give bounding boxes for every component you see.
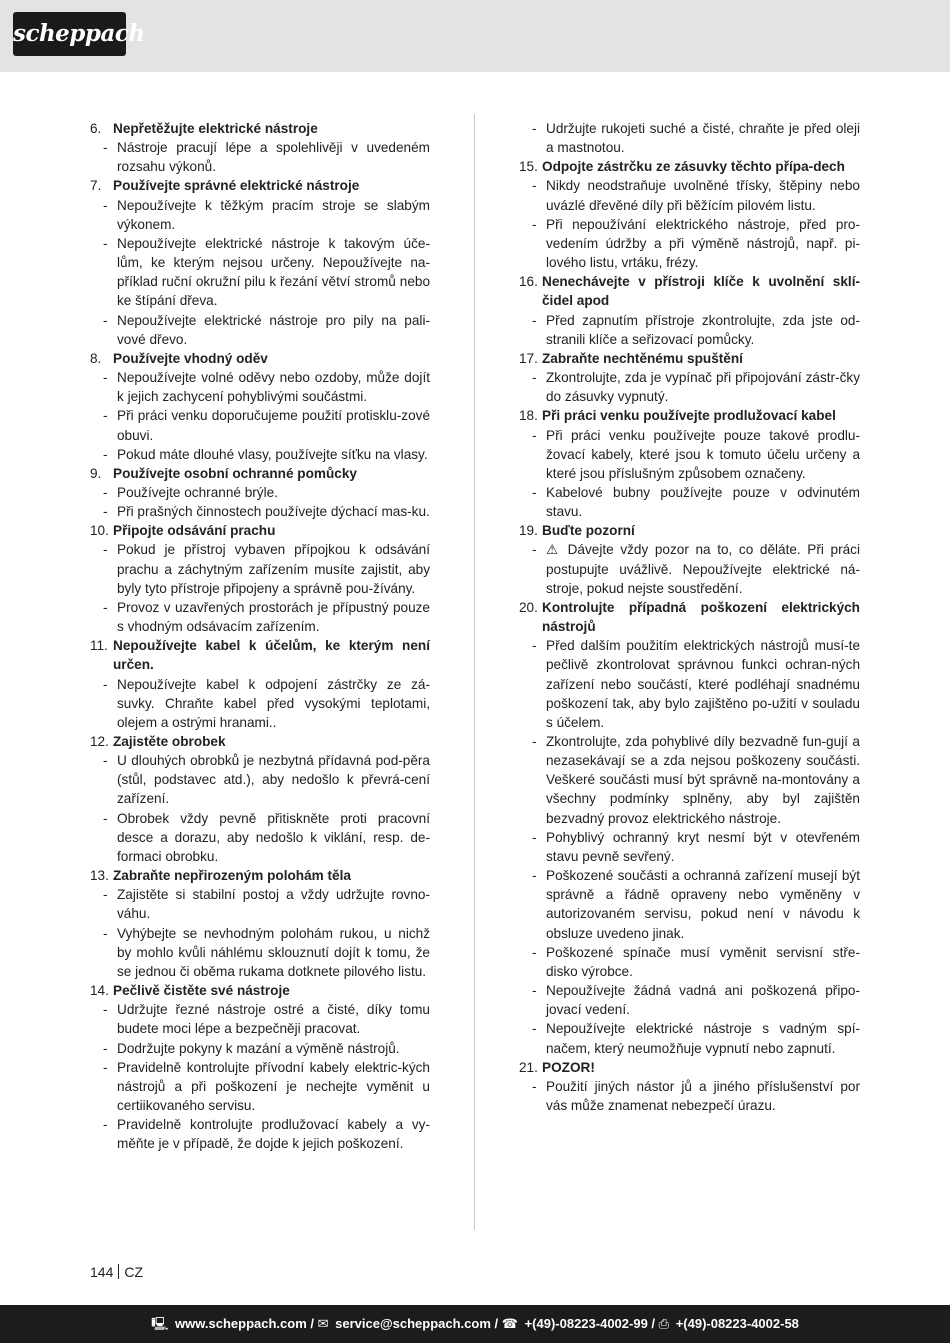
section-number: 12.: [90, 734, 109, 749]
section-title: [90, 866, 430, 885]
list-item: [90, 234, 430, 311]
language-code: CZ: [124, 1264, 144, 1280]
list-item: [90, 406, 430, 444]
list-item-text: Kabelové bubny používejte pouze v odvinutém stavu.: [546, 484, 860, 520]
dash-bullet: -: [103, 1059, 108, 1075]
list-item-text: Nepoužívejte elektrické nástroje k takovým úče-lům, ke kterým nejsou určeny. Nepoužívejte na-příklad ruční okružní pilu k řezání větví stromů nebo ke štípání dřeva.: [117, 235, 430, 309]
dash-bullet: -: [103, 197, 108, 213]
section-number: 9.: [90, 465, 102, 481]
dash-bullet: -: [103, 1040, 108, 1056]
list-item-text: Pravidelně kontrolujte prodlužovací kabely a vy-měňte je v případě, že dojde k jejich poškození.: [117, 1117, 430, 1152]
list-item-text: Zkontrolujte, zda pohyblivé díly bezvadně fun-gují a nezasekávají se a zda nejsou poškozeny součásti. Veškeré součásti musí být správně na-montovány a všechny podmínky splněny, aby byl zajištěn bezvadný provoz elektrického nástroje.: [546, 734, 860, 826]
list-item-text: Při nepoužívání elektrického nástroje, před pro-vedením údržby a při výměně nástrojů, např. pi-lového listu, vrtáku, frézy.: [546, 216, 860, 271]
dash-bullet: -: [532, 829, 537, 845]
list-item: [90, 1115, 430, 1153]
dash-bullet: -: [103, 140, 108, 156]
list-item-text: Pravidelně kontrolujte přívodní kabely elektric-kých nástrojů a při poškození je nechejte vyměnit u certiikovaného servisu.: [117, 1059, 430, 1113]
dash-bullet: -: [532, 983, 537, 999]
section-title: [90, 119, 430, 138]
section-heading: Nepřetěžujte elektrické nástroje: [113, 121, 318, 136]
list-item-text: Nikdy neodstraňuje uvolněné třísky, štěpiny nebo uvázlé dřevěné díly při běžícím pilovém listu.: [546, 178, 860, 213]
section-number: 15.: [519, 159, 538, 175]
section-number: 10.: [90, 523, 109, 539]
section-title: [519, 157, 860, 176]
list-item: [90, 675, 430, 732]
section-title: [519, 349, 860, 368]
section-number: 21.: [519, 1059, 538, 1075]
section-heading: Nenechávejte v přístroji klíče k uvolnění sklí-čidel apod: [542, 274, 860, 309]
list-item-text: Pohyblivý ochranný kryt nesmí být v otevřeném stavu pevně sevřený.: [546, 829, 860, 864]
page-header: [0, 0, 950, 72]
list-item: [90, 598, 430, 636]
section-number: 11.: [90, 638, 108, 654]
list-item-text: Zkontrolujte, zda je vypínač při připojování zástr-čky do zásuvky vypnutý.: [546, 370, 860, 405]
list-item: [519, 981, 860, 1019]
scheppach-logo: scheppach: [13, 12, 126, 56]
list-item-text: Použití jiných nástor jů a jiného příslušenství por vás může znamenat nebezpečí úrazu.: [546, 1078, 860, 1113]
section-number: 7.: [90, 178, 102, 194]
list-item-text: Nepoužívejte žádná vadná ani poškozená připo-jovací vedení.: [546, 983, 860, 1018]
dash-bullet: -: [532, 370, 537, 386]
dash-bullet: -: [103, 484, 108, 500]
list-item: [90, 502, 430, 521]
phone-icon: ☎: [501, 1316, 518, 1331]
list-item: [90, 368, 430, 406]
section-number: 14.: [90, 983, 109, 999]
list-item-text: Udržujte rukojeti suché a čisté, chraňte je před oleji a mastnotou.: [546, 121, 860, 156]
dash-bullet: -: [532, 427, 537, 443]
footer-phone: +(49)-08223-4002-99 /: [524, 1316, 656, 1331]
dash-bullet: -: [103, 676, 108, 692]
section-title: [90, 636, 430, 674]
dash-bullet: -: [103, 408, 108, 424]
section-title: [519, 521, 860, 540]
dash-bullet: -: [532, 944, 537, 960]
section-heading: Používejte správné elektrické nástroje: [113, 178, 360, 194]
list-item: [519, 866, 860, 943]
dash-bullet: -: [532, 1021, 537, 1037]
section-title: [519, 1058, 860, 1077]
list-item-text: Při práci venku používejte pouze takové prodlu-žovací kabely, které jsou k tomuto účelu určeny a které jsou příslušným způsobem označeny.: [546, 427, 860, 481]
section-heading: Nepoužívejte kabel k účelům, ke kterým není určen.: [113, 638, 430, 673]
section-title: [90, 981, 430, 1000]
dash-bullet: -: [532, 178, 537, 194]
section-heading: Používejte osobní ochranné pomůcky: [113, 465, 357, 481]
list-item: [519, 828, 860, 866]
list-item: [519, 311, 860, 349]
list-item-text: Pokud je přístroj vybaven přípojkou k odsávání prachu a záchytným zařízením musíte zajistit, aby byly tyto přístroje připojeny a správně pou-žívány.: [117, 542, 430, 596]
section-heading: Připojte odsávání prachu: [113, 523, 276, 539]
list-item: [90, 445, 430, 464]
list-item: [519, 943, 860, 981]
list-item-text: Používejte ochranné brýle.: [117, 484, 278, 500]
list-item-text: Nepoužívejte elektrické nástroje pro pily na pali-vové dřevo.: [117, 312, 430, 347]
dash-bullet: -: [532, 542, 537, 558]
list-item: [519, 368, 860, 406]
section-title: [519, 406, 860, 425]
section-heading: Kontrolujte případná poškození elektrických nástrojů: [542, 599, 860, 635]
dash-bullet: -: [532, 1078, 537, 1094]
section-number: 19.: [519, 523, 538, 539]
list-item: [90, 138, 430, 176]
list-item: [90, 924, 430, 981]
footer-mail[interactable]: service@scheppach.com /: [335, 1316, 499, 1331]
section-title: [519, 272, 860, 310]
list-item-text: ⚠ Dávejte vždy pozor na to, co děláte. Při práci postupujte uvážlivě. Nepoužívejte elektrické ná-stroje, pokud nejste soustředění.: [546, 542, 860, 596]
list-item-text: Nepoužívejte elektrické nástroje s vadným spí-načem, který neumožňuje vypnutí nebo zapnutí.: [546, 1021, 860, 1056]
list-item-text: Provoz v uzavřených prostorách je přípustný pouze s vhodným odsávacím zařízením.: [117, 599, 430, 635]
section-number: 20.: [519, 599, 538, 615]
section-heading: POZOR!: [542, 1059, 595, 1075]
right-column: [519, 119, 860, 1115]
section-heading: Pečlivě čistěte své nástroje: [113, 983, 290, 999]
dash-bullet: -: [103, 810, 108, 826]
dash-bullet: -: [532, 638, 537, 654]
list-item: [519, 483, 860, 521]
dash-bullet: -: [103, 370, 108, 386]
list-item-text: Před dalším použitím elektrických nástrojů musí-te pečlivě zkontrolovat správnou funkci ochran-ných zařízení nebo součástí, které podléhají snadnému poškození tak, aby bylo zajištěno po-užití v souladu s účelem.: [546, 638, 860, 730]
section-title: [90, 464, 430, 483]
list-item-text: Udržujte řezné nástroje ostré a čisté, díky tomu budete moci lépe a bezpečněji pracovat.: [117, 1002, 430, 1037]
list-item: [90, 751, 430, 808]
computer-icon: 🖳: [151, 1316, 169, 1331]
section-number: 8.: [90, 350, 102, 366]
list-item: [519, 540, 860, 597]
list-item: [519, 176, 860, 214]
dash-bullet: -: [103, 1117, 108, 1133]
dash-bullet: -: [532, 312, 537, 328]
list-item: [90, 311, 430, 349]
list-item-text: Dodržujte pokyny k mazání a výměně nástrojů.: [117, 1040, 400, 1056]
page-number-value: 144: [90, 1264, 114, 1280]
section-number: 13.: [90, 868, 109, 884]
dash-bullet: -: [103, 599, 108, 615]
section-heading: Zabraňte nechtěnému spuštění: [542, 350, 743, 366]
dash-bullet: -: [532, 868, 537, 884]
section-heading: Při práci venku používejte prodlužovací kabel: [542, 408, 836, 424]
list-item: [90, 1058, 430, 1115]
list-item: [519, 636, 860, 732]
list-item: [519, 426, 860, 483]
section-heading: Buďte pozorní: [542, 523, 635, 539]
list-item: [90, 196, 430, 234]
list-item: [90, 809, 430, 866]
section-heading: Zabraňte nepřirozeným polohám těla: [113, 868, 351, 884]
section-title: [90, 176, 430, 195]
dash-bullet: -: [103, 542, 108, 558]
list-item-text: Nepoužívejte k těžkým pracím stroje se slabým výkonem.: [117, 197, 430, 232]
list-item-text: Zajistěte si stabilní postoj a vždy udržujte rovno-váhu.: [117, 887, 430, 922]
list-item: [519, 119, 860, 157]
page-number-separator: [118, 1264, 119, 1279]
dash-bullet: -: [103, 887, 108, 903]
list-item: [90, 1000, 430, 1038]
section-title: [519, 598, 860, 636]
dash-bullet: -: [103, 504, 108, 520]
list-item-text: Nepoužívejte volné oděvy nebo ozdoby, může dojít k jejich zachycení pohyblivými součástmi.: [117, 370, 430, 405]
section-number: 18.: [519, 408, 538, 424]
list-item-text: Nepoužívejte kabel k odpojení zástrčky ze zá-suvky. Chraňte kabel před vysokými teplotami, olejem a ostrými hranami..: [117, 676, 430, 730]
dash-bullet: -: [532, 121, 537, 136]
list-item-text: Vyhýbejte se nevhodným polohám rukou, u nichž by mohlo kvůli náhlému sklouznutí dojít k tomu, že se jednou či oběma rukama dotknete pilového listu.: [117, 925, 430, 979]
list-item: [519, 732, 860, 828]
list-item-text: Při práci venku doporučujeme použití protisklu-zové obuvi.: [117, 408, 430, 443]
list-item-text: Pokud máte dlouhé vlasy, používejte síťku na vlasy.: [117, 446, 428, 462]
list-item-text: U dlouhých obrobků je nezbytná přídavná pod-pěra (stůl, podstavec atd.), aby nedošlo k převrá-cení zařízení.: [117, 753, 430, 807]
dash-bullet: -: [103, 312, 108, 328]
list-item-text: Před zapnutím přístroje zkontrolujte, zda jste od-stranili klíče a seřizovací pomůcky.: [546, 312, 860, 347]
page-footer: [0, 1305, 950, 1343]
mail-icon: ✉: [317, 1316, 329, 1331]
list-item: [519, 1019, 860, 1057]
footer-web[interactable]: www.scheppach.com /: [175, 1316, 314, 1331]
section-number: 16.: [519, 274, 538, 290]
list-item: [90, 540, 430, 597]
page-number: [90, 1264, 143, 1280]
list-item-text: Poškozené součásti a ochranná zařízení musejí být správně a řádně opraveny nebo vyměněny v autorizovaném servisu, pokud není v návodu k obsluze uvedeno jinak.: [546, 868, 860, 941]
section-number: 6.: [90, 121, 102, 136]
section-heading: Odpojte zástrčku ze zásuvky těchto přípa-dech: [542, 159, 845, 175]
section-title: [90, 521, 430, 540]
list-item: [90, 885, 430, 923]
list-item: [519, 1077, 860, 1115]
dash-bullet: -: [532, 484, 537, 500]
dash-bullet: -: [103, 446, 108, 462]
list-item: [90, 483, 430, 502]
dash-bullet: -: [532, 216, 537, 232]
section-title: [90, 349, 430, 368]
section-heading: Používejte vhodný oděv: [113, 350, 268, 366]
list-item-text: Při prašných činnostech používejte dýchací mas-ku.: [117, 504, 430, 520]
fax-icon: ⎙: [658, 1316, 670, 1331]
section-heading: Zajistěte obrobek: [113, 734, 226, 749]
list-item: [519, 215, 860, 272]
dash-bullet: -: [532, 734, 537, 749]
dash-bullet: -: [103, 1002, 108, 1018]
section-title: [90, 732, 430, 751]
list-item-text: Obrobek vždy pevně přitiskněte proti pracovní desce a dorazu, aby nedošlo k viklání, resp. de-formaci obrobku.: [117, 810, 430, 864]
dash-bullet: -: [103, 925, 108, 941]
list-item-text: Poškozené spínače musí vyměnit servisní stře-disko výrobce.: [546, 944, 860, 979]
list-item-text: Nástroje pracují lépe a spolehlivěji v uvedeném rozsahu výkonů.: [117, 140, 430, 175]
dash-bullet: -: [103, 753, 108, 769]
list-item: [90, 1039, 430, 1058]
dash-bullet: -: [103, 235, 108, 251]
column-divider: [474, 114, 475, 1230]
left-column: [90, 119, 430, 1153]
footer-fax: +(49)-08223-4002-58: [675, 1316, 799, 1331]
section-number: 17.: [519, 350, 538, 366]
